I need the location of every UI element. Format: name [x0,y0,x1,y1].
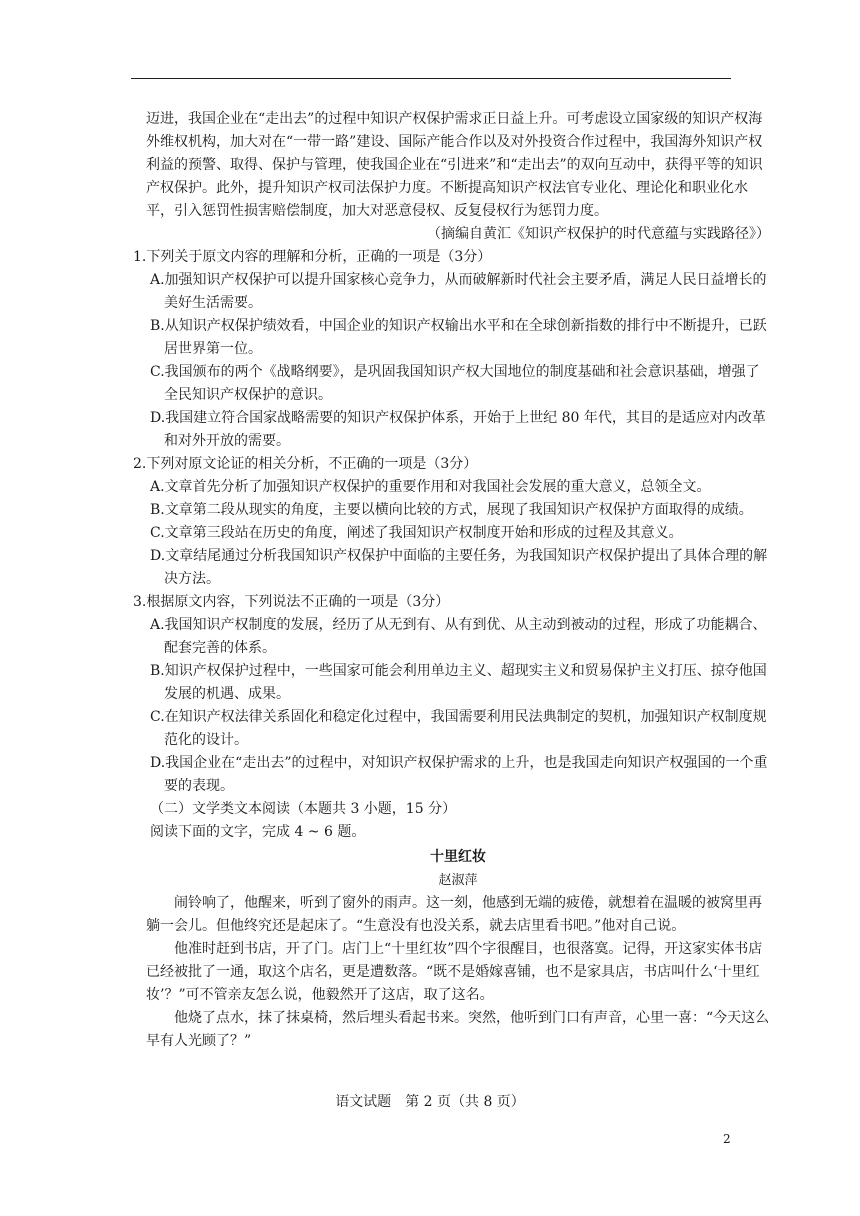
section-heading: （二）文学类文本阅读（本题共 3 小题，15 分） [150,801,457,817]
option-d: D.文章结尾通过分析我国知识产权保护中面临的主要任务，为我国知识产权保护提出了具体合理的解决方法。 [150,548,768,587]
option-b: B.文章第二段从现实的角度，主要以横向比较的方式，展现了我国知识产权保护方面取得的成绩。 [150,502,753,518]
option-c: C.在知识产权法律关系固化和稳定化过程中，我国需要利用民法典制定的契机，加强知识产权制度规范化的设计。 [150,709,767,748]
question-stem: 3.根据原文内容，下列说法不正确的一项是（3分） [133,594,450,610]
option-a: A.加强知识产权保护可以提升国家核心竞争力，从而破解新时代社会主要矛盾，满足人民日益增长的美好生活需要。 [150,272,767,311]
option-a: A.文章首先分析了加强知识产权保护的重要作用和对我国社会发展的重大意义，总领全文。 [150,479,711,495]
top-rule [131,78,731,79]
story-paragraph: 他准时赶到书店，开了门。店门上“十里红妆”四个字很醒目，也很落寞。记得，开这家实体书店已经被批了一通，取这个店名，更是遭数落。“既不是婚嫁喜铺，也不是家具店，书店叫什么‘十里红妆’？”可不管亲友怎么说，他毅然开了这店，取了这名。 [146,941,763,1003]
option-c: C.我国颁布的两个《战略纲要》，是巩固我国知识产权大国地位的制度基础和社会意识基础，增强了全民知识产权保护的意识。 [150,364,760,403]
story-paragraph: 他烧了点水，抹了抹桌椅，然后埋头看起书来。突然，他听到门口有声音，心里一喜：“今天这么早有人光顾了？” [146,1010,770,1049]
passage-tail: 迈进，我国企业在“走出去”的过程中知识产权保护需求正日益上升。可考虑设立国家级的知识产权海外维权机构，加大对在“一带一路”建设、国际产能合作以及对外投资合作过程中，我国海外知识产权利益的预警、取得、保护与管理，使我国企业在“引进来”和“走出去”的双向互动中，获得平等的知识产权保护。此外，提升知识产权司法保护力度。不断提高知识产权法官专业化、理论化和职业化水平，引入惩罚性损害赔偿制度，加大对恶意侵权、反复侵权行为惩罚力度。 [146,111,763,219]
page-footer: 语文试题 第 2 页（共 8 页） [335,1094,525,1110]
passage-source: （摘编自黄汇《知识产权保护的时代意蕴与实践路径》） [427,226,770,242]
option-c: C.文章第三段站在历史的角度，阐述了我国知识产权制度开始和形成的过程及其意义。 [150,525,683,541]
page-content [133,108,770,1053]
story-author: 赵淑萍 [438,873,478,888]
question-1 [133,246,770,453]
page-number: 2 [723,1132,731,1146]
question-3 [133,591,770,798]
option-b: B.知识产权保护过程中，一些国家可能会利用单边主义、超现实主义和贸易保护主义打压、掠夺他国发展的机遇、成果。 [150,663,767,702]
section-instruction: 阅读下面的文字，完成 4 ~ 6 题。 [150,824,366,840]
option-b: B.从知识产权保护绩效看，中国企业的知识产权输出水平和在全球创新指数的排行中不断提升，已跃居世界第一位。 [150,318,767,357]
story-paragraph: 闹铃响了，他醒来，听到了窗外的雨声。这一刻，他感到无端的疲倦，就想着在温暖的被窝里再躺一会儿。但他终究还是起床了。“生意没有也没关系，就去店里看书吧。”他对自己说。 [146,895,762,934]
question-stem: 2.下列对原文论证的相关分析，不正确的一项是（3分） [133,456,478,472]
question-2 [133,453,770,591]
option-d: D.我国建立符合国家战略需要的知识产权保护体系，开始于上世纪 80 年代，其目的是适应对内改革和对外开放的需要。 [150,410,766,449]
question-stem: 1.下列关于原文内容的理解和分析，正确的一项是（3分） [133,249,492,265]
story-title: 十里红妆 [430,849,486,865]
option-a: A.我国知识产权制度的发展，经历了从无到有、从有到优、从主动到被动的过程，形成了功能耦合、配套完善的体系。 [150,617,767,656]
option-d: D.我国企业在“走出去”的过程中，对知识产权保护需求的上升，也是我国走向知识产权强国的一个重要的表现。 [150,755,768,794]
